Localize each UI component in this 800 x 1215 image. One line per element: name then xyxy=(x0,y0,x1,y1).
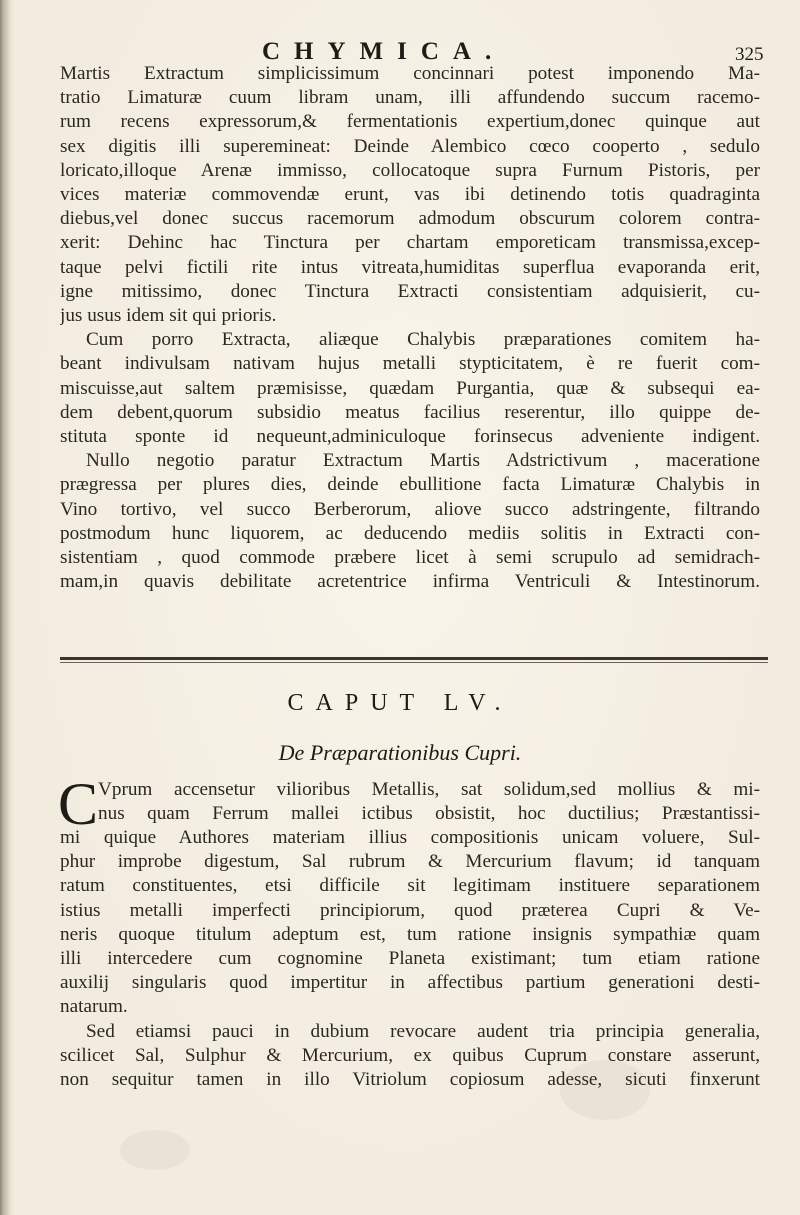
text-line: beant indivulsam nativam hujus metalli stypticitatem, è re fuerit com- xyxy=(60,353,760,375)
text-line: phur improbe digestum, Sal rubrum & Mercurium flavum; id tanquam xyxy=(60,851,760,873)
text-line: Vprum accensetur vilioribus Metallis, sat solidum,sed mollius & mi- xyxy=(98,779,760,800)
page-binding-edge xyxy=(0,0,14,1215)
text-line: tratio Limaturæ cuum libram unam, illi affundendo succum racemo- xyxy=(60,87,760,109)
text-line: natarum. xyxy=(60,996,128,1018)
text-line: auxilij singularis quod impertitur in affectibus partium generationi desti- xyxy=(60,972,760,994)
text-line: vices materiæ commovendæ erunt, vas ibi detinendo totis quadraginta xyxy=(60,184,760,206)
text-line: postmodum hunc liquorem, ac deducendo mediis solitis in Extracti con- xyxy=(60,522,760,544)
text-line: Cum porro Extracta, aliæque Chalybis præparationes comitem ha- xyxy=(86,329,760,351)
text-line: illi intercedere cum cognomine Planeta existimant; tum etiam ratione xyxy=(60,948,760,970)
text-line: non sequitur tamen in illo Vitriolum copiosum adesse, sicuti finxerunt xyxy=(60,1069,760,1091)
text-line: sistentiam , quod commode præbere licet à semi scrupulo ad semidrach- xyxy=(60,547,760,569)
text-line: sex digitis illi supereminеat: Deinde Alembico cœco cooperto , sedulo xyxy=(60,135,760,157)
text-line: prægressa per plures dies, deinde ebullitione facta Limaturæ Chalybis in xyxy=(60,474,760,496)
text-line: nus quam Ferrum mallei ictibus obsistit, hoc ductilius; Præstantissi- xyxy=(98,803,760,825)
section-1-text xyxy=(60,62,760,594)
text-line: Vino tortivo, vel succo Berberorum, aliove succo adstringente, filtrando xyxy=(60,498,760,520)
text-line: Martis Extractum simplicissimum concinnari potest imponendo Ma- xyxy=(60,63,760,84)
page-number: 325 xyxy=(735,44,764,65)
text-line: ratum constituentes, etsi difficile sit legitimam instituere separationem xyxy=(60,875,760,897)
text-line: igne mitissimo, donec Tinctura Extracti consistentiam adquisierit, cu- xyxy=(60,280,760,302)
text-line: taque pelvi fictili rite intus vitreata,humiditas superflua evaporanda erit, xyxy=(60,256,760,278)
drop-cap: C xyxy=(58,771,99,837)
text-line: jus usus idem sit qui prioris. xyxy=(60,305,277,327)
section-2-opening xyxy=(98,778,760,826)
section-divider-thick xyxy=(60,657,768,660)
paper-stain xyxy=(120,1130,190,1170)
text-line: neris quoque titulum adeptum est, tum ratione insignis sympathiæ quam xyxy=(60,923,760,945)
text-line: Sed etiamsi pauci in dubium revocare audent tria principia generalia, xyxy=(86,1020,760,1042)
text-line: dem debent,quorum subsidio meatus facilius reserentur, illo quippe de- xyxy=(60,401,760,423)
text-line: scilicet Sal, Sulphur & Mercurium, ex quibus Cuprum constare asserunt, xyxy=(60,1044,760,1066)
text-line: stituta sponte id nequeunt,adminiculoque forinsecus adveniente indigent. xyxy=(60,426,760,448)
text-line: xerit: Dehinc hac Tinctura per chartam emporeticam transmissa,excep- xyxy=(60,232,760,254)
chapter-subtitle: De Præparationibus Cupri. xyxy=(278,740,522,765)
text-line: istius metalli imperfecti principiorum, quod prætereа Cupri & Ve- xyxy=(60,899,760,921)
text-line: rum recens expressorum,& fermentationis expertium,donec quinque aut xyxy=(60,111,760,133)
text-line: diebus,vel donec succus racemorum admodum obscurum colorem contra- xyxy=(60,208,760,230)
section-2-text xyxy=(60,826,760,1092)
section-divider-thin xyxy=(60,662,768,663)
text-line: miscuisse,aut saltem præmisisse, quædam Purgantia, quæ & subsequi ea- xyxy=(60,377,760,399)
text-line: mi quique Authores materiam illius compositionis unicam voluere, Sul- xyxy=(60,827,760,848)
running-title: CHYMICA. xyxy=(262,38,506,65)
text-line: mam,in quavis debilitate acretentrice infirma Ventriculi & Intestinorum. xyxy=(60,571,760,593)
chapter-heading: CAPUT LV. xyxy=(287,690,513,716)
text-line: Nullo negotio paratur Extractum Martis Adstrictivum , maceratione xyxy=(86,450,760,472)
text-line: loricato,illoque Arenæ immisso, collocatoque supra Furnum Pistoris, per xyxy=(60,159,760,181)
